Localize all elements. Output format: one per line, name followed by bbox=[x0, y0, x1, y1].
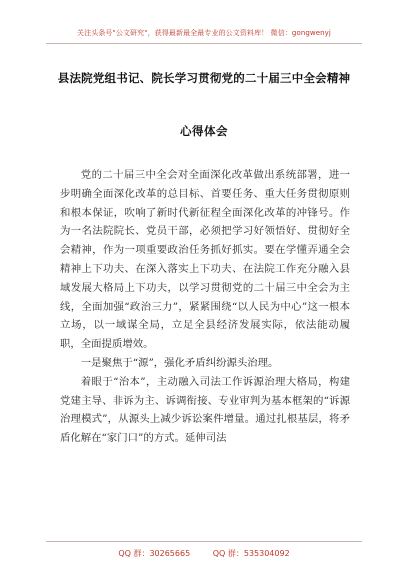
document-body bbox=[60, 166, 350, 448]
paragraph-heading-one: 一是聚焦于“源”，强化矛盾纠纷源头治理。 bbox=[80, 356, 279, 369]
footer-qq-group-1: QQ 群：30265665 bbox=[118, 549, 191, 558]
header-notice: 关注头条号"公文研究"，获得最新最全最专业的公文资料库！ 微信：gongwenyj bbox=[77, 29, 331, 37]
paragraph-intro: 党的二十届三中全会对全面深化改革做出系统部署，进一步明确全面深化改革的总目标、首要任务、重大任务贯彻原则和根本保证，吹响了新时代新征程全面深化改革的冲锋号。作为一名法院院长、党员干部，必须把学习好领悟好、贯彻好全会精神，作为一项重要政治任务抓好抓实。要在学懂弄通全会精神上下功夫、在深入落实上下功夫、在法院工作充分融入县域发展大格局上下功夫，以学习贯彻党的二十届三中全会为主线，全面加强“政治三力”，紧紧围绕“以人民为中心”这一根本立场，以一域谋全局，立足全县经济发展实际，依法能动履职，全面提质增效。 bbox=[60, 169, 350, 351]
footer-contacts bbox=[0, 548, 408, 559]
footer-qq-group-2: QQ 群：535304092 bbox=[212, 549, 290, 558]
document-subtitle: 心得体会 bbox=[180, 124, 228, 138]
footer-divider bbox=[46, 541, 362, 542]
paragraph-body-one: 着眼于“治本”，主动融入司法工作诉源治理大格局，构建党建主导、非诉为主、诉调衔接、专业审判为基本框架的“诉源治理模式”，从源头上减少诉讼案件增量。通过扎根基层，将矛盾化解在“家门口”的方式。延伸司法 bbox=[60, 375, 350, 445]
header-divider bbox=[46, 43, 362, 44]
document-title: 县法院党组书记、院长学习贯彻党的二十届三中全会精神 bbox=[57, 71, 351, 85]
